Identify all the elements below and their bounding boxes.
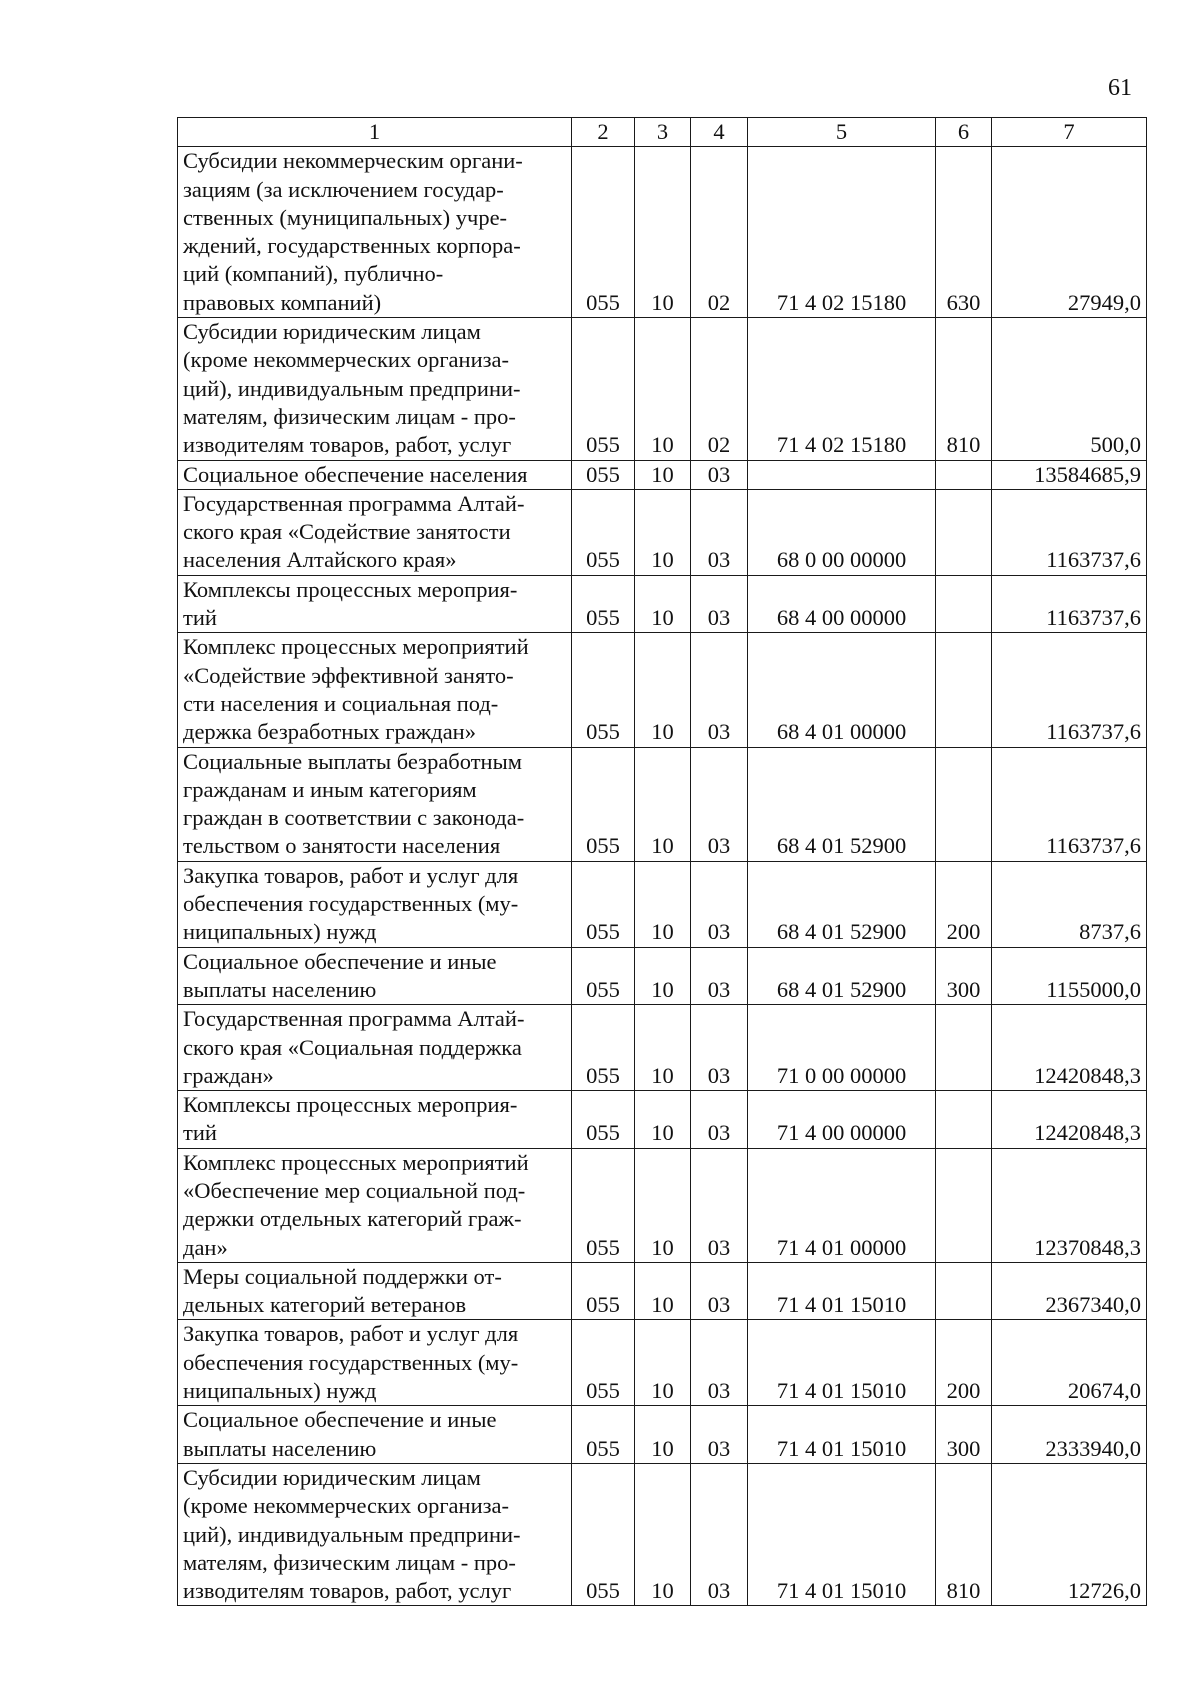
subsection-code: 03 [691, 1091, 748, 1149]
description-line: изводителям товаров, работ, услуг [183, 1578, 512, 1604]
description-line: ций (компаний), публично- [183, 261, 444, 287]
table-row [178, 861, 1147, 947]
section-code: 10 [635, 318, 691, 460]
table-row [178, 318, 1147, 460]
expense-type-code [936, 1091, 992, 1149]
description-line: выплаты населению [183, 1435, 377, 1461]
section-code: 10 [635, 489, 691, 575]
subsection-code: 03 [691, 1320, 748, 1406]
amount: 12420848,3 [992, 1091, 1147, 1149]
ministry-code: 055 [572, 318, 635, 460]
target-article-code: 71 4 01 15010 [748, 1320, 936, 1406]
table-row [178, 1148, 1147, 1262]
target-article-code: 68 4 01 52900 [748, 947, 936, 1005]
description-line: правовых компаний) [183, 289, 382, 315]
description-line: выплаты населению [183, 976, 377, 1002]
amount: 12370848,3 [992, 1148, 1147, 1262]
description-line: граждан в соответствии с законода- [183, 805, 525, 831]
ministry-code: 055 [572, 489, 635, 575]
description-line: изводителям товаров, работ, услуг [183, 432, 512, 458]
table-row [178, 1005, 1147, 1091]
ministry-code: 055 [572, 1005, 635, 1091]
description-line: держки отдельных категорий граж- [183, 1206, 522, 1232]
ministry-code: 055 [572, 1091, 635, 1149]
section-code: 10 [635, 460, 691, 489]
expense-type-code [936, 747, 992, 861]
subsection-code: 03 [691, 747, 748, 861]
table-row [178, 633, 1147, 747]
row-description [178, 633, 572, 747]
description-line: дан» [183, 1234, 228, 1260]
row-description [178, 1148, 572, 1262]
description-line: Субсидии юридическим лицам [183, 1464, 481, 1490]
target-article-code: 71 4 02 15180 [748, 147, 936, 318]
amount: 1163737,6 [992, 633, 1147, 747]
target-article-code: 71 0 00 00000 [748, 1005, 936, 1091]
description-line: Социальное обеспечение и иные [183, 1407, 497, 1433]
expense-type-code [936, 1148, 992, 1262]
table-row [178, 1320, 1147, 1406]
section-code: 10 [635, 1091, 691, 1149]
amount: 1155000,0 [992, 947, 1147, 1005]
amount: 27949,0 [992, 147, 1147, 318]
description-line: тий [183, 605, 217, 631]
ministry-code: 055 [572, 633, 635, 747]
description-line: ниципальных) нужд [183, 919, 377, 945]
table-row [178, 147, 1147, 318]
description-line: ций), индивидуальным предприни- [183, 1521, 521, 1547]
expense-type-code [936, 1005, 992, 1091]
header-cell: 7 [992, 118, 1147, 147]
ministry-code: 055 [572, 147, 635, 318]
table-body [178, 147, 1147, 1606]
description-line: сти населения и социальная под- [183, 690, 499, 716]
header-cell: 4 [691, 118, 748, 147]
description-line: зациям (за исключением государ- [183, 176, 504, 202]
expense-type-code: 300 [936, 947, 992, 1005]
row-description [178, 489, 572, 575]
section-code: 10 [635, 1262, 691, 1320]
section-code: 10 [635, 1463, 691, 1605]
description-line: ского края «Содействие занятости [183, 519, 511, 545]
row-description [178, 747, 572, 861]
amount: 1163737,6 [992, 489, 1147, 575]
description-line: Комплексы процессных мероприя- [183, 1092, 518, 1118]
table-row [178, 1406, 1147, 1464]
subsection-code: 02 [691, 318, 748, 460]
description-line: Государственная программа Алтай- [183, 1006, 525, 1032]
row-description [178, 1320, 572, 1406]
description-line: Комплексы процессных мероприя- [183, 576, 518, 602]
row-description [178, 460, 572, 489]
section-code: 10 [635, 747, 691, 861]
subsection-code: 03 [691, 1262, 748, 1320]
description-line: Субсидии некоммерческим органи- [183, 148, 523, 174]
row-description [178, 861, 572, 947]
ministry-code: 055 [572, 1262, 635, 1320]
description-line: обеспечения государственных (му- [183, 1349, 519, 1375]
expense-type-code: 300 [936, 1406, 992, 1464]
expense-type-code [936, 460, 992, 489]
description-line: Государственная программа Алтай- [183, 490, 525, 516]
description-line: Комплекс процессных мероприятий [183, 1149, 529, 1175]
description-line: «Содействие эффективной занято- [183, 662, 514, 688]
description-line: Социальные выплаты безработным [183, 748, 522, 774]
subsection-code: 03 [691, 1005, 748, 1091]
subsection-code: 03 [691, 1463, 748, 1605]
description-line: Меры социальной поддержки от- [183, 1263, 502, 1289]
section-code: 10 [635, 633, 691, 747]
description-line: ственных (муниципальных) учре- [183, 204, 508, 230]
description-line: гражданам и иным категориям [183, 776, 477, 802]
description-line: тий [183, 1120, 217, 1146]
expense-type-code [936, 575, 992, 633]
amount: 8737,6 [992, 861, 1147, 947]
row-description [178, 1091, 572, 1149]
expense-type-code: 630 [936, 147, 992, 318]
section-code: 10 [635, 1005, 691, 1091]
table-row [178, 947, 1147, 1005]
expense-type-code: 200 [936, 1320, 992, 1406]
subsection-code: 03 [691, 489, 748, 575]
description-line: ций), индивидуальным предприни- [183, 375, 521, 401]
subsection-code: 03 [691, 575, 748, 633]
header-cell: 2 [572, 118, 635, 147]
expense-type-code [936, 489, 992, 575]
subsection-code: 03 [691, 947, 748, 1005]
target-article-code: 68 4 01 52900 [748, 861, 936, 947]
target-article-code: 71 4 00 00000 [748, 1091, 936, 1149]
table-row [178, 1262, 1147, 1320]
target-article-code: 68 4 00 00000 [748, 575, 936, 633]
ministry-code: 055 [572, 575, 635, 633]
target-article-code: 71 4 01 15010 [748, 1406, 936, 1464]
ministry-code: 055 [572, 1463, 635, 1605]
description-line: мателям, физическим лицам - про- [183, 1549, 516, 1575]
description-line: ниципальных) нужд [183, 1378, 377, 1404]
header-row [178, 118, 1147, 147]
description-line: дельных категорий ветеранов [183, 1292, 467, 1318]
row-description [178, 147, 572, 318]
target-article-code: 68 0 00 00000 [748, 489, 936, 575]
target-article-code: 71 4 02 15180 [748, 318, 936, 460]
section-code: 10 [635, 1406, 691, 1464]
expense-type-code [936, 1262, 992, 1320]
description-line: Социальное обеспечение и иные [183, 948, 497, 974]
ministry-code: 055 [572, 460, 635, 489]
description-line: мателям, физическим лицам - про- [183, 403, 516, 429]
row-description [178, 1005, 572, 1091]
subsection-code: 03 [691, 633, 748, 747]
row-description [178, 318, 572, 460]
row-description [178, 1406, 572, 1464]
page-number: 61 [1108, 75, 1132, 101]
row-description [178, 575, 572, 633]
ministry-code: 055 [572, 1406, 635, 1464]
header-cell: 3 [635, 118, 691, 147]
section-code: 10 [635, 861, 691, 947]
table-row [178, 489, 1147, 575]
ministry-code: 055 [572, 747, 635, 861]
target-article-code [748, 460, 936, 489]
description-line: ского края «Социальная поддержка [183, 1034, 522, 1060]
table-row [178, 747, 1147, 861]
description-line: Закупка товаров, работ и услуг для [183, 1321, 519, 1347]
amount: 20674,0 [992, 1320, 1147, 1406]
table-row [178, 1091, 1147, 1149]
description-line: тельством о занятости населения [183, 833, 501, 859]
header-cell: 5 [748, 118, 936, 147]
amount: 12420848,3 [992, 1005, 1147, 1091]
description-line: «Обеспечение мер социальной под- [183, 1177, 526, 1203]
subsection-code: 03 [691, 1148, 748, 1262]
ministry-code: 055 [572, 1148, 635, 1262]
subsection-code: 03 [691, 861, 748, 947]
description-line: Субсидии юридическим лицам [183, 319, 481, 345]
section-code: 10 [635, 147, 691, 318]
amount: 12726,0 [992, 1463, 1147, 1605]
target-article-code: 68 4 01 52900 [748, 747, 936, 861]
ministry-code: 055 [572, 861, 635, 947]
header-cell: 1 [178, 118, 572, 147]
expense-type-code: 200 [936, 861, 992, 947]
target-article-code: 71 4 01 15010 [748, 1262, 936, 1320]
description-line: Комплекс процессных мероприятий [183, 634, 529, 660]
expense-type-code [936, 633, 992, 747]
table-row [178, 575, 1147, 633]
expense-type-code: 810 [936, 318, 992, 460]
description-line: обеспечения государственных (му- [183, 891, 519, 917]
section-code: 10 [635, 575, 691, 633]
budget-table [177, 117, 1147, 1606]
header-cell: 6 [936, 118, 992, 147]
target-article-code: 68 4 01 00000 [748, 633, 936, 747]
table-row [178, 460, 1147, 489]
description-line: граждан» [183, 1062, 274, 1088]
subsection-code: 03 [691, 460, 748, 489]
description-line: (кроме некоммерческих организа- [183, 1493, 509, 1519]
amount: 2367340,0 [992, 1262, 1147, 1320]
description-line: Социальное обеспечение населения [183, 461, 528, 487]
target-article-code: 71 4 01 00000 [748, 1148, 936, 1262]
target-article-code: 71 4 01 15010 [748, 1463, 936, 1605]
row-description [178, 1262, 572, 1320]
section-code: 10 [635, 947, 691, 1005]
description-line: ждений, государственных корпора- [183, 233, 521, 259]
description-line: населения Алтайского края» [183, 547, 457, 573]
amount: 1163737,6 [992, 575, 1147, 633]
section-code: 10 [635, 1320, 691, 1406]
section-code: 10 [635, 1148, 691, 1262]
ministry-code: 055 [572, 1320, 635, 1406]
description-line: (кроме некоммерческих организа- [183, 347, 509, 373]
amount: 13584685,9 [992, 460, 1147, 489]
amount: 500,0 [992, 318, 1147, 460]
ministry-code: 055 [572, 947, 635, 1005]
row-description [178, 947, 572, 1005]
row-description [178, 1463, 572, 1605]
description-line: Закупка товаров, работ и услуг для [183, 862, 519, 888]
subsection-code: 03 [691, 1406, 748, 1464]
subsection-code: 02 [691, 147, 748, 318]
description-line: держка безработных граждан» [183, 719, 476, 745]
amount: 2333940,0 [992, 1406, 1147, 1464]
amount: 1163737,6 [992, 747, 1147, 861]
expense-type-code: 810 [936, 1463, 992, 1605]
table-row [178, 1463, 1147, 1605]
